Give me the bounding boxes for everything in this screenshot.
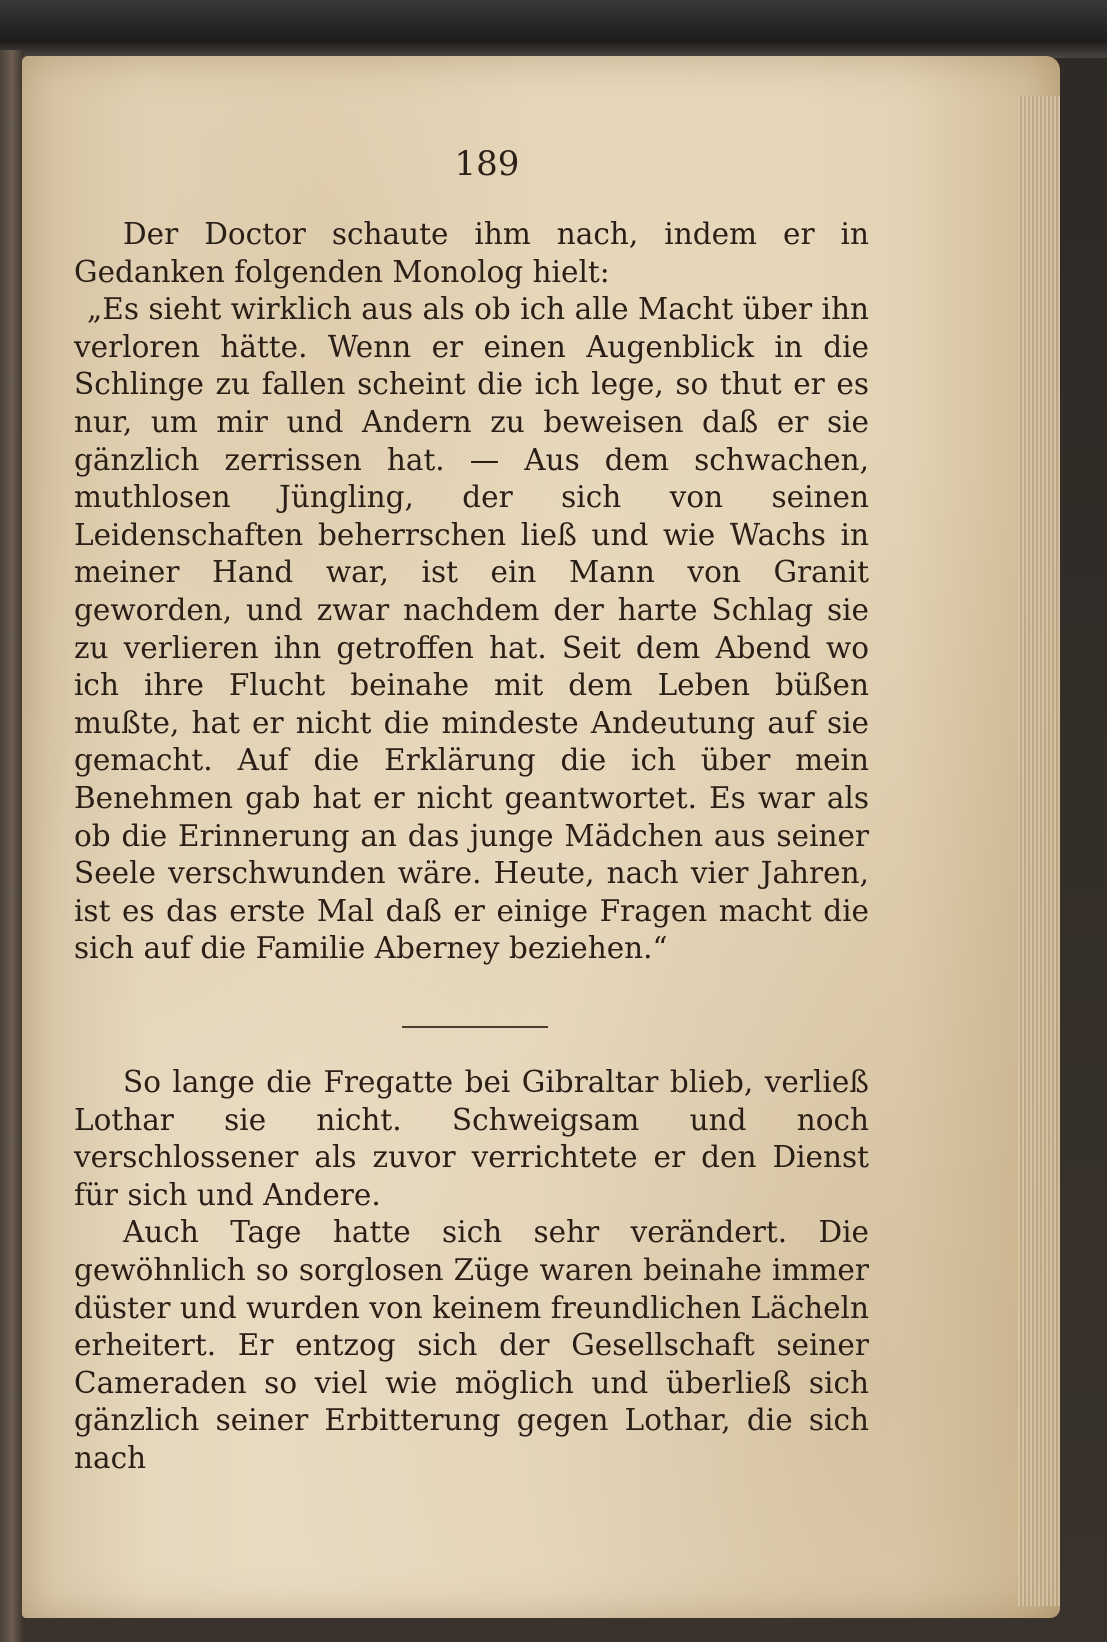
paragraph-fregatte: So lange die Fregatte bei Gibraltar blieb, verließ Lothar sie nicht. Schweigsam und noch verschlossener als zuvor verrichtete er den Dienst für sich und Andere. — [74, 1065, 869, 1212]
page-number: 189 — [454, 144, 520, 184]
page-edges — [1018, 96, 1060, 1606]
paragraph-monologue: „Es sieht wirklich aus als ob ich alle Macht über ihn verloren hätte. Wenn er einen Augenblick in die Schlinge zu fallen scheint die ich lege, so thut er es nur, um mir und Andern zu beweisen daß er sie gänzlich zerrissen hat. — Aus dem schwachen, muthlosen Jüngling, der sich von seinen Leidenschaften beherrschen ließ und wie Wachs in meiner Hand war, ist ein Mann von Granit geworden, und zwar nachdem der harte Schlag sie zu verlieren ihn getroffen hat. Seit dem Abend wo ich ihre Flucht beinahe mit dem Leben büßen mußte, hat er nicht die mindeste Andeutung auf sie gemacht. Auf die Erklärung die ich über mein Benehmen gab hat er nicht geantwortet. Es war als ob die Erinnerung an das junge Mädchen aus seiner Seele verschwunden wäre. Heute, nach vier Jahren, ist es das erste Mal daß er einige Fragen macht die sich auf die Familie Aberney beziehen.“ — [74, 292, 869, 966]
scan-top-edge — [0, 0, 1107, 58]
book-page — [22, 56, 1060, 1618]
paragraph-doctor-intro: Der Doctor schaute ihm nach, indem er in Gedanken folgenden Monolog hielt: — [74, 217, 869, 289]
book-binding — [0, 50, 24, 1642]
text-section-two — [74, 1064, 869, 1478]
section-separator — [402, 1026, 548, 1028]
paragraph-tage: Auch Tage hatte sich sehr verändert. Die gewöhnlich so sorglosen Züge waren beinahe immer düster und wurden von keinem freundlichen Lächeln erheitert. Er entzog sich der Gesellschaft seiner Cameraden so viel wie möglich und überließ sich gänzlich seiner Erbitterung gegen Lothar, die sich nach — [74, 1215, 869, 1475]
text-section-one — [74, 216, 869, 968]
